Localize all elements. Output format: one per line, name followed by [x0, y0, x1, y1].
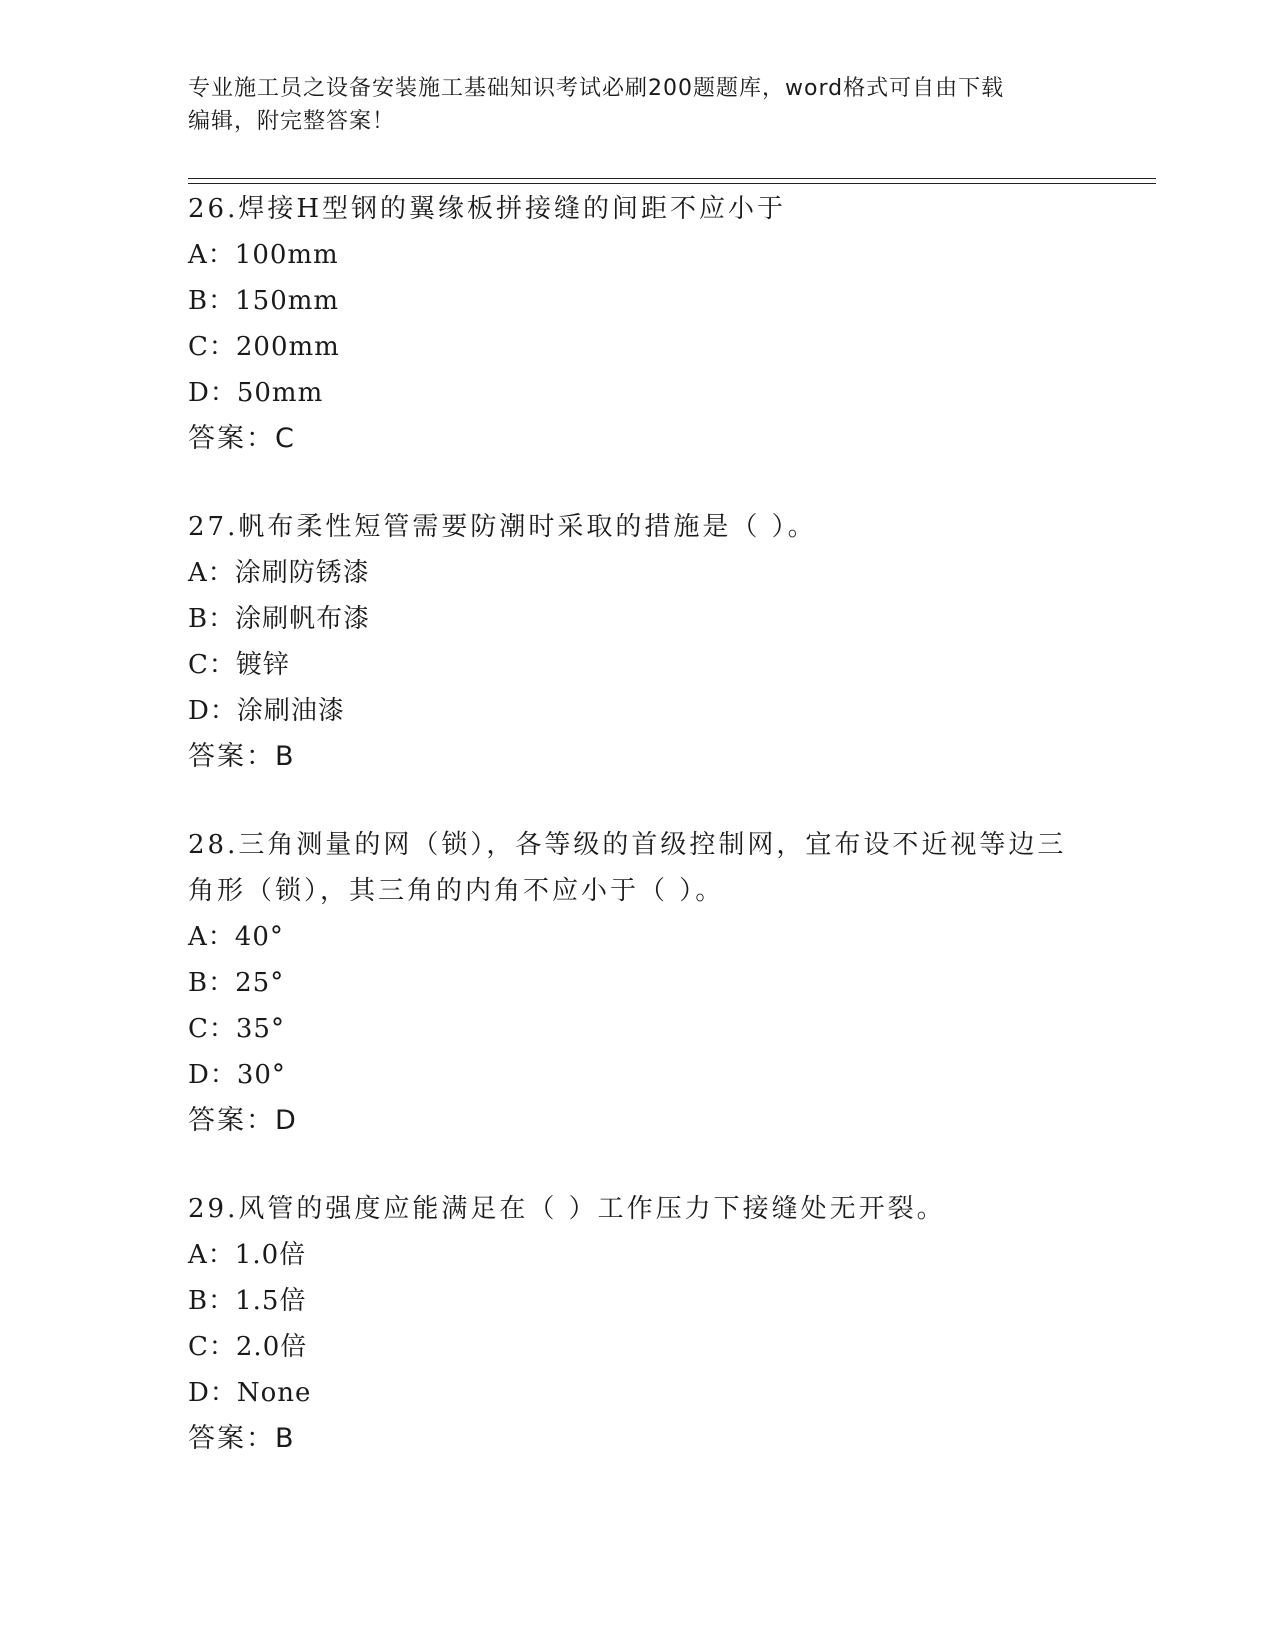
option-d: D：50mm: [188, 378, 324, 408]
header-divider-top: [188, 178, 1156, 179]
question-29: [188, 1186, 1088, 1462]
option-b: B：1.5倍: [188, 1286, 307, 1316]
answer-line: 答案：B: [188, 1423, 296, 1454]
option-b: B：150mm: [188, 286, 340, 316]
option-d: D：涂刷油漆: [188, 696, 345, 726]
question-title: 27.帆布柔性短管需要防潮时采取的措施是（ ）。: [188, 512, 817, 542]
answer-line: 答案：C: [188, 423, 296, 454]
header-line-1: 专业施工员之设备安装施工基础知识考试必刷200题题库，word格式可自由下载: [188, 76, 1005, 101]
question-28: [188, 822, 1088, 1144]
question-title-line-2: 角形（锁），其三角的内角不应小于（ ）。: [188, 876, 725, 906]
option-c: C：200mm: [188, 332, 340, 362]
question-27: [188, 504, 1088, 780]
option-d: D：30°: [188, 1060, 286, 1090]
option-b: B：25°: [188, 968, 285, 998]
answer-line: 答案：D: [188, 1105, 298, 1136]
option-a: A：40°: [188, 922, 284, 952]
header-divider-bottom: [188, 183, 1156, 184]
question-title: 29.风管的强度应能满足在（ ）工作压力下接缝处无开裂。: [188, 1194, 946, 1224]
option-b: B：涂刷帆布漆: [188, 604, 371, 634]
option-c: C：镀锌: [188, 650, 290, 680]
document-header: [188, 72, 1088, 138]
option-a: A：1.0倍: [188, 1240, 307, 1270]
option-a: A：100mm: [188, 240, 339, 270]
question-title: 26.焊接H型钢的翼缘板拼接缝的间距不应小于: [188, 194, 787, 224]
question-title-line-1: 28.三角测量的网（锁），各等级的首级控制网，宜布设不近视等边三: [188, 830, 1067, 860]
answer-line: 答案：B: [188, 741, 296, 772]
option-a: A：涂刷防锈漆: [188, 558, 370, 588]
option-c: C：2.0倍: [188, 1332, 308, 1362]
header-line-2: 编辑，附完整答案！: [188, 109, 396, 134]
option-d: D：None: [188, 1378, 312, 1408]
question-26: [188, 186, 1088, 462]
option-c: C：35°: [188, 1014, 285, 1044]
